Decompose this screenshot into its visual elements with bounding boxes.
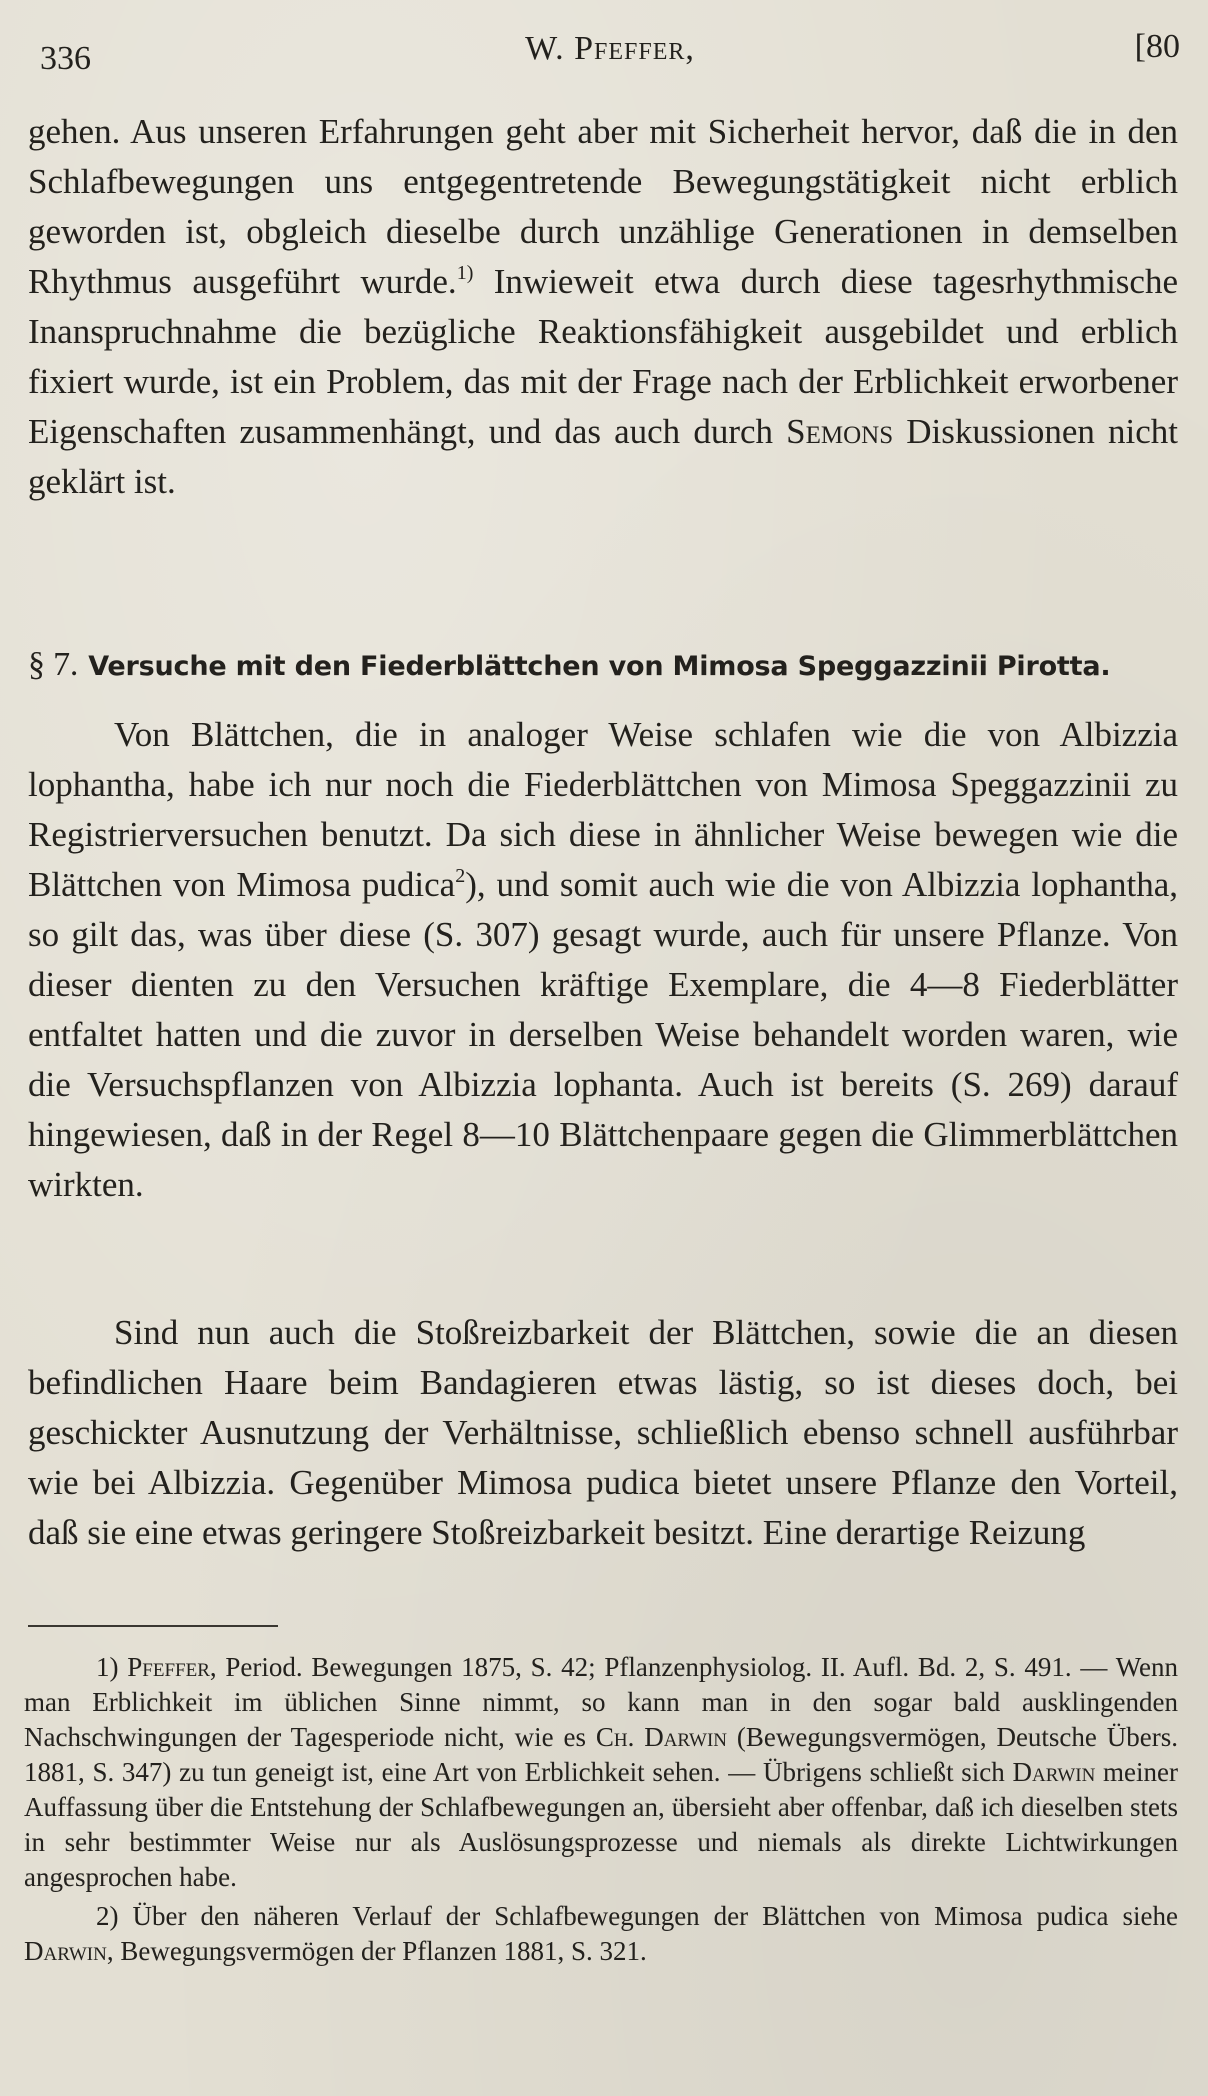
paragraph-text: Inwieweit etwa durch diese tagesrhythmische Inanspruchnahme die bezügliche Reaktionsfähigkeit ausgebildet und erblich fixiert wurde, ist ein Problem, das mit der Frage nach der Erblichkeit erworbener Eigenschaften zusammenhängt, und das auch durch [28, 262, 1178, 451]
paragraph-text: ), und somit auch wie die von Albizzia lophantha, so gilt das, was über diese (S. 307) gesagt wurde, auch für unsere Pflanze. Von dieser dienten zu den Versuchen kräftige Exemplare, die 4—8 Fiederblätter entfaltet hatten und die zuvor in derselben Weise behandelt worden waren, wie die Versuchspflanzen von Albizzia lophanta. Auch ist bereits (S. 269) darauf hingewiesen, daß in der Regel 8—10 Blättchenpaare gegen die Glimmerblättchen wirkten. [28, 865, 1179, 1204]
section-number: § 7. [28, 646, 79, 683]
footnote-reference: 2 [455, 865, 466, 887]
footnote-1 [24, 1650, 1178, 1895]
page-number: 336 [40, 40, 91, 77]
paragraph [28, 710, 1178, 1210]
paragraph-text: Von Blättchen, die in analoger Weise schlafen wie die von Albizzia lophantha, habe ich nur noch die Fiederblättchen von Mimosa Speggazzinii zu Registrierversuchen benutzt. Da sich diese in ähnlicher Weise bewegen wie die Blättchen von Mimosa pudica [28, 715, 1178, 904]
footnote-marker: 2) [96, 1901, 119, 1931]
paragraph-text: gehen. Aus unseren Erfahrungen geht aber mit Sicherheit hervor, daß die in den Schlafbewegungen uns entgegentretende Bewegungstätigkeit nicht erblich geworden ist, obgleich dieselbe durch unzählige Generationen in demselben Rhythmus ausgeführt wurde. [28, 112, 1178, 301]
footnote-text: meiner Auffassung über die Entstehung der Schlafbewegungen an, übersieht aber offenbar, daß ich dieselben stets in sehr bestimmter Weise nur als Auslösungsprozesse und niemals als direkte Lichtwirkungen angesprochen habe. [24, 1757, 1178, 1892]
section-title: Versuche mit den Fiederblättchen von Mimosa Speggazzinii Pirotta. [88, 651, 1111, 682]
footnote-text: , Period. Bewegungen 1875, S. 42; Pflanzenphysiolog. II. Aufl. Bd. 2, S. 491. — Wenn man Erblichkeit im üblichen Sinne nimmt, so kann man in den sogar bald ausklingenden Nachschwingungen der Tagesperiode nicht, wie es [24, 1652, 1178, 1752]
author-name: Darwin [1012, 1757, 1096, 1787]
running-head-author: W. Pfeffer, [525, 30, 695, 67]
footnote-text: Über den näheren Verlauf der Schlafbewegungen der Blättchen von Mimosa pudica siehe [118, 1901, 1178, 1931]
footnote-2 [24, 1899, 1178, 1969]
running-head [40, 28, 1180, 78]
author-name: Pfeffer [127, 1652, 210, 1682]
paragraph [28, 1308, 1178, 1558]
footnote-text: (Bewegungsvermögen, Deutsche Übers. 1881, S. 347) zu tun geneigt ist, eine Art von Erblichkeit sehen. — Übrigens schließt sich [24, 1722, 1178, 1787]
paragraph-continued [28, 107, 1178, 507]
author-name: Darwin [24, 1936, 107, 1966]
footnote-reference: 1) [456, 262, 474, 284]
footnote-text: , Bewegungsvermögen der Pflanzen 1881, S. 321. [106, 1936, 647, 1966]
paragraph-text: Diskussionen nicht geklärt ist. [28, 412, 1178, 501]
footnote-marker: 1) [96, 1652, 119, 1682]
section-reference: [80 [1134, 28, 1180, 65]
footnote-separator [28, 1625, 278, 1627]
paragraph-text: Sind nun auch die Stoßreizbarkeit der Blättchen, sowie die an diesen befindlichen Haare beim Bandagieren etwas lästig, so ist dieses doch, bei geschickter Ausnutzung der Verhältnisse, schließlich ebenso schnell ausführbar wie bei Albizzia. Gegenüber Mimosa pudica bietet unsere Pflanze den Vorteil, daß sie eine etwas geringere Stoßreizbarkeit besitzt. Eine derartige Reizung [28, 1313, 1178, 1552]
author-name: Semons [786, 412, 894, 451]
footnotes [24, 1650, 1178, 1969]
section-heading [28, 640, 1178, 692]
author-name: Ch. Darwin [595, 1722, 728, 1752]
